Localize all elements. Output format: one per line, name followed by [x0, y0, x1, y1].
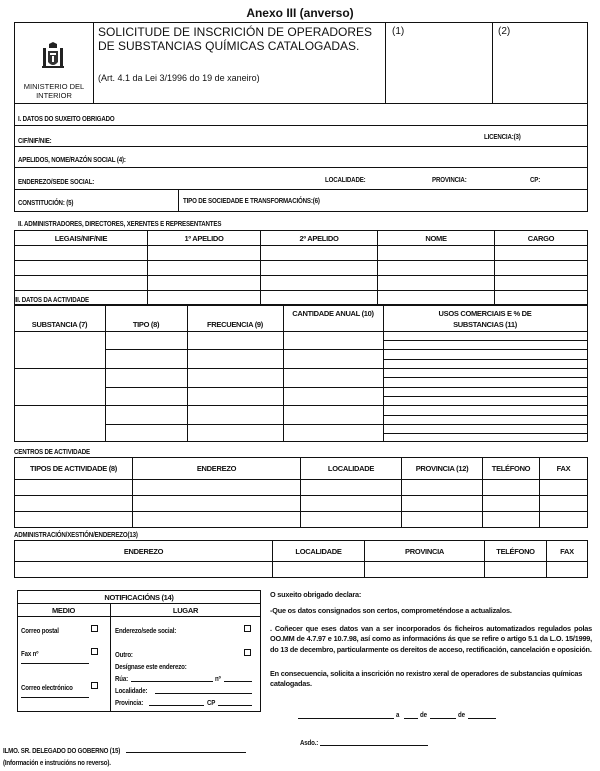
- localidade-label[interactable]: LOCALIDADE:: [325, 175, 366, 184]
- input-cell[interactable]: [15, 246, 148, 261]
- form-title: SOLICITUDE DE INSCRICIÓN DE OPERADORES DE SUBSTANCIAS QUÍMICAS CATALOGADAS.: [98, 25, 373, 53]
- col-substancia: SUBSTANCIA (7): [31, 320, 88, 329]
- email-line[interactable]: [21, 697, 89, 698]
- input-cell[interactable]: [15, 480, 133, 496]
- input-cell[interactable]: [261, 261, 378, 276]
- input-cell[interactable]: [540, 512, 588, 528]
- input-cell[interactable]: [365, 562, 485, 578]
- col-cargo: CARGO: [495, 231, 588, 246]
- cp-line[interactable]: [218, 705, 252, 706]
- col-enderezo: ENDEREZO: [15, 541, 273, 562]
- localidade-line[interactable]: [155, 693, 252, 694]
- col-nome: NOME: [378, 231, 495, 246]
- col-frecuencia: FRECUENCIA (9): [207, 320, 263, 329]
- input-cell[interactable]: [483, 512, 540, 528]
- input-cell[interactable]: [301, 496, 402, 512]
- provincia-label[interactable]: PROVINCIA:: [432, 175, 467, 184]
- input-cell[interactable]: [148, 261, 261, 276]
- rua-line[interactable]: [131, 681, 213, 682]
- medio-header: MEDIO: [51, 606, 76, 615]
- input-cell[interactable]: [495, 246, 588, 261]
- localidade-label: Localidade:: [115, 686, 148, 695]
- input-cell[interactable]: [133, 496, 301, 512]
- input-cell[interactable]: [547, 562, 588, 578]
- input-cell[interactable]: [495, 261, 588, 276]
- input-cell[interactable]: [148, 246, 261, 261]
- input-cell[interactable]: [378, 246, 495, 261]
- input-cell[interactable]: [540, 480, 588, 496]
- input-cell[interactable]: [378, 276, 495, 291]
- input-cell[interactable]: [483, 496, 540, 512]
- asdo-label: Asdo.:: [300, 738, 319, 747]
- day-line[interactable]: [404, 718, 418, 719]
- section-5-title: ADMINISTRACIÓN/XESTIÓN/ENDEREZO(13): [14, 530, 138, 539]
- col-apelido-1: 1º APELIDO: [148, 231, 261, 246]
- input-cell[interactable]: [15, 261, 148, 276]
- correo-electronico-label: Correo electrónico: [21, 683, 73, 692]
- input-cell[interactable]: [402, 480, 483, 496]
- input-cell[interactable]: [15, 562, 273, 578]
- annex-title: Anexo III (anverso): [246, 6, 354, 20]
- fax-checkbox[interactable]: [91, 648, 98, 655]
- input-cell[interactable]: [261, 246, 378, 261]
- col-legais: LEGAIS/NIF/NIE: [15, 231, 148, 246]
- input-cell[interactable]: [133, 480, 301, 496]
- notifications-title: NOTIFICACIÓNS (14): [104, 593, 174, 602]
- rua-label: Rúa:: [115, 674, 129, 683]
- input-cell[interactable]: [483, 480, 540, 496]
- administration-table: [14, 540, 588, 578]
- col-fax: FAX: [547, 541, 588, 562]
- declaration-intro: O suxeito obrigado declara:: [270, 590, 362, 599]
- input-cell[interactable]: [485, 562, 547, 578]
- cp-label: CP: [207, 698, 216, 707]
- col-telefono: TELÉFONO: [483, 458, 540, 480]
- lugar-header: LUGAR: [172, 606, 199, 615]
- administrators-table: [14, 230, 588, 305]
- licencia-label[interactable]: LICENCIA:(3): [484, 132, 521, 141]
- input-cell[interactable]: [15, 496, 133, 512]
- col-enderezo: ENDEREZO: [133, 458, 301, 480]
- enderezo-sede-label: Enderezo/sede social:: [115, 626, 177, 635]
- correo-postal-checkbox[interactable]: [91, 625, 98, 632]
- input-cell[interactable]: [273, 562, 365, 578]
- col-tipo: TIPO (8): [132, 320, 160, 329]
- place-line[interactable]: [298, 718, 394, 719]
- date-de-2: de: [458, 710, 465, 719]
- input-cell[interactable]: [261, 276, 378, 291]
- enderezo-label[interactable]: ENDEREZO/SEDE SOCIAL:: [18, 177, 95, 186]
- input-cell[interactable]: [378, 291, 495, 305]
- input-cell[interactable]: [301, 480, 402, 496]
- input-cell[interactable]: [133, 512, 301, 528]
- section-3-title: III. DATOS DA ACTIVIDADE: [14, 295, 90, 304]
- col-localidade: LOCALIDADE: [301, 458, 402, 480]
- input-cell[interactable]: [402, 496, 483, 512]
- centres-table: [14, 457, 588, 528]
- form-subtitle: (Art. 4.1 da Lei 3/1996 do 19 de xaneiro): [98, 73, 260, 83]
- input-cell[interactable]: [301, 512, 402, 528]
- col-provincia: PROVINCIA: [365, 541, 485, 562]
- date-a: a: [396, 710, 400, 719]
- col-cantidade: CANTIDADE ANUAL (10): [292, 309, 374, 318]
- section-2-title: II. ADMINISTRADORES, DIRECTORES, XERENTES E REPRESENTANTES: [18, 219, 222, 228]
- addressee: ILMO. SR. DELEGADO DO GOBERNO (15): [3, 746, 121, 755]
- col-apelido-2: 2º APELIDO: [261, 231, 378, 246]
- input-cell[interactable]: [15, 276, 148, 291]
- section-1-title: I. DATOS DO SUXEITO OBRIGADO: [18, 114, 115, 123]
- enderezo-sede-checkbox[interactable]: [244, 625, 251, 632]
- col-fax: FAX: [540, 458, 588, 480]
- cif-label[interactable]: CIF/NIF/NIE:: [18, 136, 52, 145]
- ministry-name: MINISTERIO DEL INTERIOR: [23, 82, 85, 100]
- col-localidade: LOCALIDADE: [273, 541, 365, 562]
- input-cell[interactable]: [15, 512, 133, 528]
- tipo-sociedade-label[interactable]: TIPO DE SOCIEDADE E TRANSFORMACIÓNS:(6): [183, 196, 320, 205]
- declaration-p3: En consecuencia, solicita a inscrición no rexistro xeral de operadores de substancias químicas catalogadas.: [270, 669, 583, 689]
- year-line[interactable]: [468, 718, 496, 719]
- numero-label: nº: [215, 674, 221, 683]
- footer-note: (Información e instrucións no reverso).: [3, 758, 111, 767]
- box-2-label: (2): [498, 26, 511, 37]
- col-tipos-actividade: TIPOS DE ACTIVIDADE (8): [15, 458, 133, 480]
- input-cell[interactable]: [261, 291, 378, 305]
- col-usos: USOS COMERCIAIS E % DE SUBSTANCIAS (11): [438, 309, 532, 329]
- input-cell[interactable]: [148, 291, 261, 305]
- box-1-label: (1): [392, 26, 405, 37]
- input-cell[interactable]: [378, 261, 495, 276]
- date-de-1: de: [420, 710, 427, 719]
- correo-postal-label: Correo postal: [21, 626, 59, 635]
- declaration-p1: -Que os datos consignados son certos, comprometéndose a actualizalos.: [270, 606, 512, 615]
- col-provincia: PROVINCIA (12): [402, 458, 483, 480]
- input-cell[interactable]: [540, 496, 588, 512]
- outro-checkbox[interactable]: [244, 649, 251, 656]
- declaration-p2: . Coñecer que eses datos van a ser incorporados ós ficheiros automatizados regulados polas OO.MM de 4.7.97 e 10.7.98, así como as informacións ás que se refire o artigo 5.1 da L.O. 15/1999, do 13 de decembro, particularmente os dereitos de acceso, rectificación, cancelación e oposición.: [270, 624, 592, 654]
- input-cell[interactable]: [402, 512, 483, 528]
- provincia-line[interactable]: [149, 705, 204, 706]
- constitucion-label[interactable]: CONSTITUCIÓN: (5): [18, 198, 74, 207]
- input-cell[interactable]: [495, 276, 588, 291]
- col-telefono: TELÉFONO: [485, 541, 547, 562]
- signature-line[interactable]: [320, 745, 428, 746]
- section-4-title: CENTROS DE ACTIVIDADE: [14, 447, 90, 456]
- numero-line[interactable]: [224, 681, 252, 682]
- input-cell[interactable]: [495, 291, 588, 305]
- addressee-line[interactable]: [126, 752, 246, 753]
- provincia-label: Provincia:: [115, 698, 144, 707]
- outro-label: Outro:: [115, 650, 133, 659]
- designase-label: Desígnase este enderezo:: [115, 662, 187, 671]
- fax-label: Fax nº: [21, 649, 39, 658]
- apelidos-label[interactable]: APELIDOS, NOME/RAZÓN SOCIAL (4):: [18, 155, 126, 164]
- correo-electronico-checkbox[interactable]: [91, 682, 98, 689]
- coat-of-arms-icon: [40, 42, 66, 72]
- input-cell[interactable]: [148, 276, 261, 291]
- month-line[interactable]: [430, 718, 456, 719]
- cp-label[interactable]: CP:: [530, 175, 541, 184]
- fax-line[interactable]: [21, 663, 89, 664]
